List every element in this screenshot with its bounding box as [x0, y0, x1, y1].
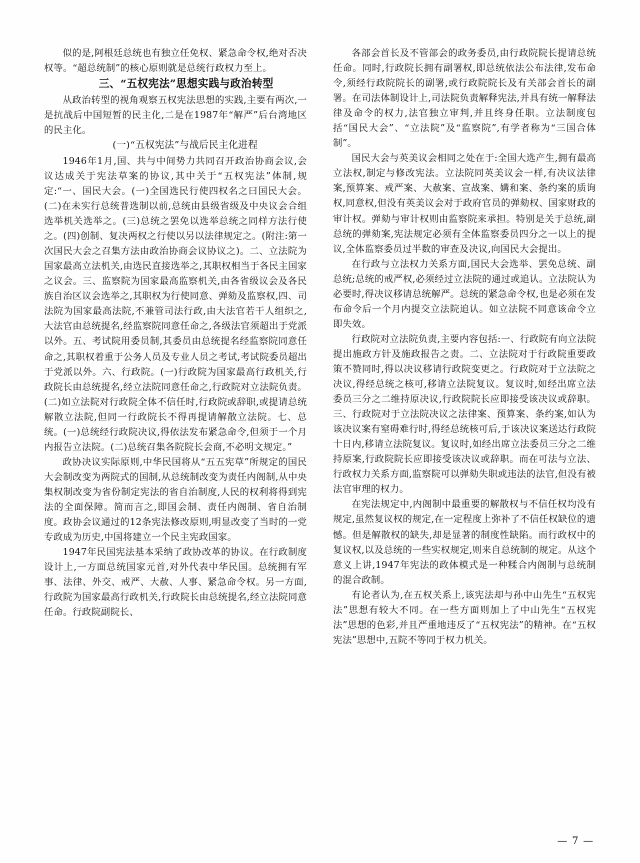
subsection-heading: (一)“五权宪法”与战后民主化进程: [112, 140, 258, 152]
section-heading: 三、“五权宪法”思想实践与政治转型: [98, 78, 274, 91]
body-paragraph: 1946年1月,国、共与中间势力共同召开政治协商会议,会议达成关于宪法草案的协议,其中关于“五权宪法”体制,规定:“一、国民大会。(一)全国选民行使四权名之曰国民大会。(二)在未实行总统普选制以前,总统由县级省级及中央议会合组选举机关选举之。(三)总统之罢免以选举总统之同样方法行使之。(四)创制、复决两权之行使以另以法律规定之。(附注:第一次国民大会之召集方法由政治协商会议协议之)。二、立法院为国家最高立法机关,由选民直接选举之,其职权相当于各民主国家之议会。三、监察院为国家最高监察机关,由各省级议会及各民族自治区议会选举之,其职权为行使同意、弹劾及监察权,四、司法院为国家最高法院,不兼管司法行政,由大法官若干人组织之,大法官由总统提名,经监察院同意任命之,各级法官须超出于党派以外。五、考试院用委员制,其委员由总统提名经监察院同意任命之,其职权着重于公务人员及专业人员之考试,考试院委员超出于党派以外。六、行政院。(一)行政院为国家最高行政机关,行政院长由总统提名,经立法院同意任命之,行政院对立法院负责。(二)如立法院对行政院全体不信任时,行政院或辞职,或提请总统解散立法院,但同一行政院长不得再提请解散立法院。七、总统。(一)总统经行政院决议,得依法发布紧急命令,但须于一个月内报告立法院。(二)总统召集各院院长会商,不必明文规定。”: [44, 155, 307, 453]
body-paragraph: 行政院对立法院负责,主要内容包括:一、行政院有向立法院提出施政方针及施政报告之责。二、立法院对于行政院重要政策不赞同时,得以决议移请行政院变更之。行政院对于立法院之决议,得经总统之核可,移请立法院复议。复议时,如经出席立法委员三分之二维持原决议,行政院院长应即接受该决议或辞职。三、行政院对于立法院决议之法律案、预算案、条约案,如认为该决议案有窒碍难行时,得经总统核可后,于该决议案送达行政院十日内,移请立法院复议。复议时,如经出席立法委员三分之二维持原案,行政院院长应即接受该决议或辞职。而在可法与立法、行政权力关系方面,监察院可以弹劾失职或违法的法官,但没有被法官审理的权力。: [333, 333, 596, 496]
two-column-body: [44, 46, 596, 806]
body-paragraph: 有论者认为,在五权关系上,该宪法却与孙中山先生“五权宪法”思想有较大不同。在一些方面则加上了中山先生“五权宪法”思想的色彩,并且严重地违反了“五权宪法”的精神。在“五权宪法”思想中,五院不等同于权力机关。: [333, 589, 596, 646]
body-paragraph: 在宪法规定中,内阁制中最重要的解散权与不信任权均没有规定,虽然复议权的规定,在一定程度上弥补了不信任权缺位的遗憾。但是解散权的缺失,却是显著的制度性缺陷。而行政权中的复议权,以及总统的一些实权规定,则来自总统制的规定。从这个意义上讲,1947年宪法的政体模式是一种糅合内阁制与总统制的混合政制。: [333, 499, 596, 586]
right-column: [333, 46, 596, 806]
body-paragraph: 各部会首长及不管部会的政务委员,由行政院院长提请总统任命。同时,行政院长拥有副署权,即总统依法公布法律,发布命令,须经行政院院长的副署,或行政院院长及有关部会首长的副署。在司法体制设计上,司法院负责解释宪法,并具有统一解释法律及命令的权力,法官独立审判,并且终身任职。立法制度包括“国民大会”、“立法院”及“监察院”,有学者称为“三国合体制”。: [333, 48, 596, 150]
body-paragraph: 国民大会与英美议会相同之处在于:全国大选产生,拥有最高立法权,制定与修改宪法。立法院同英美议会一样,有决议法律案,预算案、戒严案、大赦案、宣战案、媾和案、条约案的质询权,同意权,但没有英美议会对于政府官员的弹劾权、国家财政的审计权。弹劾与审计权则由监察院来承担。特别是关于总统,副总统的弹劾案,宪法规定必须有全体监察委员四分之一以上的提议,全体监察委员过半数的审查及决议,向国民大会提出。: [333, 153, 596, 255]
page-number: — 7 —: [557, 836, 594, 847]
body-paragraph: 政协决议实际原则,中华民国将从“五五宪草”所规定的国民大会制改变为两院式的国制,从总统制改变为责任内阁制,从中央集权制改变为省份制定宪法的省自治制度,人民的权利将得到宪法的全面保障。简而言之,即国会制、责任内阁制、省自治制度。政协会议通过的12条宪法修改原则,明显改变了当时的一党专政成为历史,中国将建立一个民主宪政国家。: [44, 456, 307, 544]
body-paragraph: 在行政与立法权力关系方面,国民大会选举、罢免总统、副总统;总统的戒严权,必须经过立法院的通过或追认。立法院认为必要时,得决议移请总统解严。总统的紧急命令权,也是必须在发布命令后一个月内提交立法院追认。如立法院不同意该命令立即失效。: [333, 258, 596, 330]
left-column: [44, 46, 307, 806]
body-paragraph: 1947年民国宪法基本采纳了政协改革的协议。在行政制度设计上,一方面总统国家元首,对外代表中华民国。总统拥有军事、法律、外交、戒严、大赦、人事、紧急命令权。另一方面,行政院为国家最高行政机关,行政院长由总统提名,经立法院同意任命。行政院副院长、: [44, 547, 307, 619]
body-paragraph: 从政治转型的视角观察五权宪法思想的实践,主要有两次,一是抗战后中国短暂的民主化,二是在1987年“解严”后台湾地区的民主化。: [44, 95, 307, 137]
body-paragraph: 似的是,阿根廷总统也有独立任免权、紧急命令权,绝对否决权等。“超总统制”的核心原则就是总统行政权力至上。: [44, 48, 307, 75]
